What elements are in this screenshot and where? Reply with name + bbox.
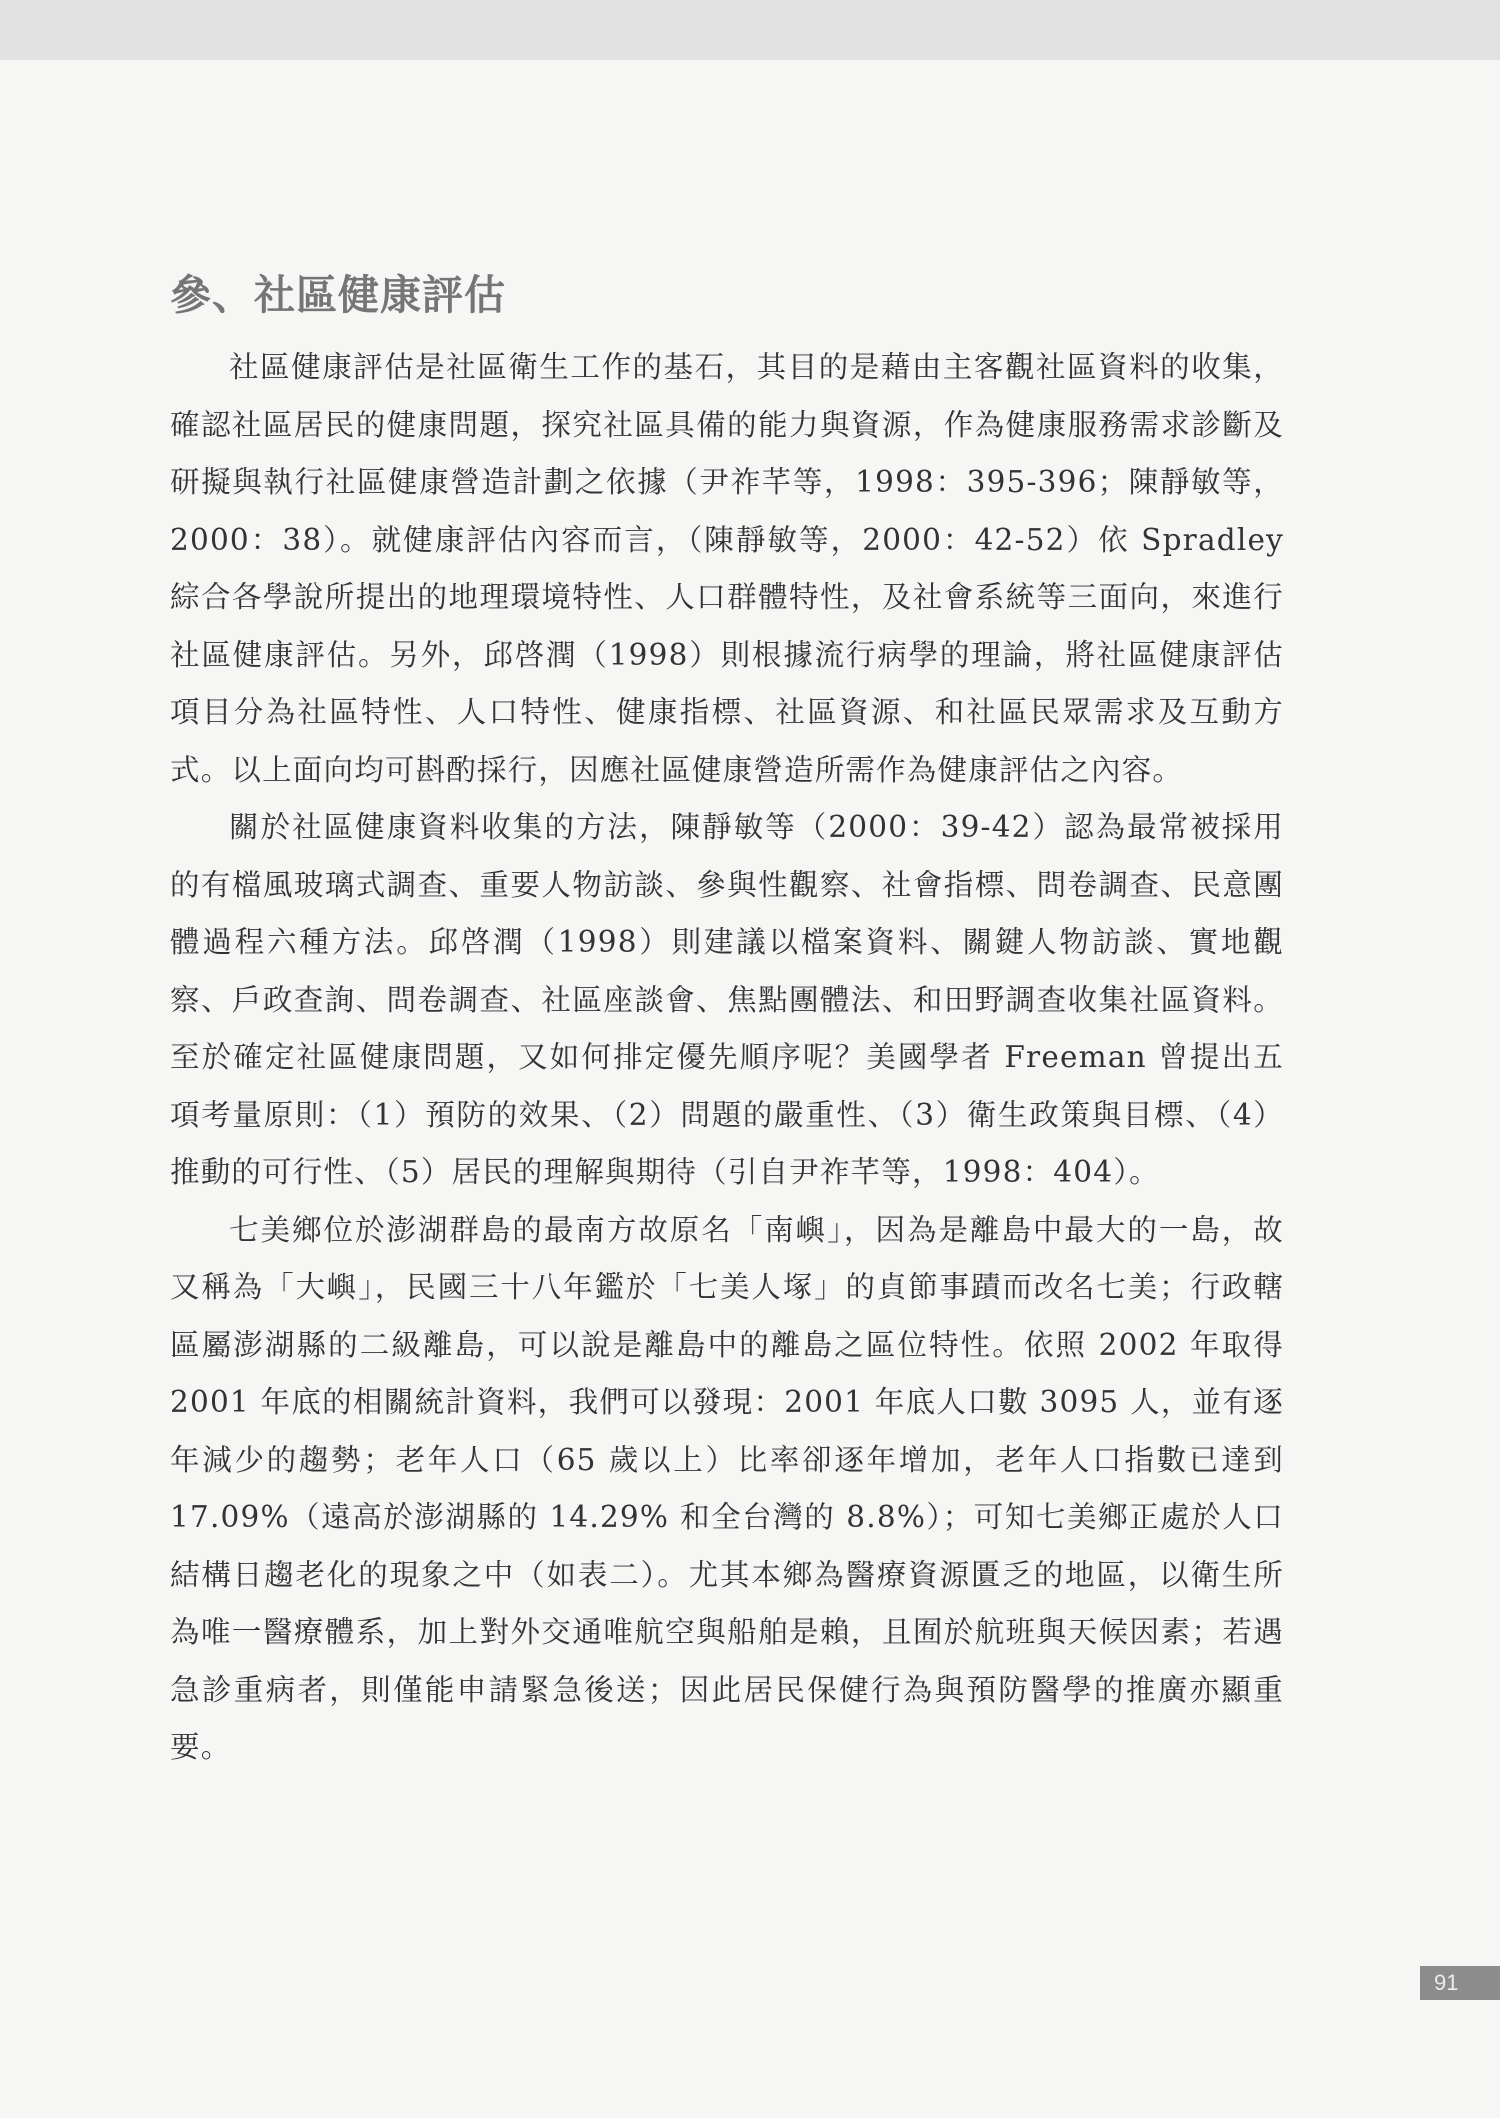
top-margin-band bbox=[0, 0, 1500, 60]
paragraph-data-collection-methods: 關於社區健康資料收集的方法，陳靜敏等（2000：39-42）認為最常被採用的有檔風玻璃式調查、重要人物訪談、參與性觀察、社會指標、問卷調查、民意團體過程六種方法。邱啓潤（1998）則建議以檔案資料、關鍵人物訪談、實地觀察、戶政查詢、問卷調查、社區座談會、焦點團體法、和田野調查收集社區資料。至於確定社區健康問題，又如何排定優先順序呢？美國學者 Freeman 曾提出五項考量原則：（1）預防的效果、（2）問題的嚴重性、（3）衛生政策與目標、（4）推動的可行性、（5）居民的理解與期待（引自尹祚芊等，1998：404）。 bbox=[170, 810, 1284, 1189]
paragraph-qimei-township: 七美鄉位於澎湖群島的最南方故原名「南嶼」，因為是離島中最大的一島，故又稱為「大嶼」，民國三十八年鑑於「七美人塚」的貞節事蹟而改名七美；行政轄區屬澎湖縣的二級離島，可以說是離島中的離島之區位特性。依照 2002 年取得 2001 年底的相關統計資料，我們可以發現：2001 年底人口數 3095 人，並有逐年減少的趨勢；老年人口（65 歲以上）比率卻逐年增加，老年人口指數已達到 17.09%（遠高於澎湖縣的 14.29% 和全台灣的 8.8%）；可知七美鄉正處於人口結構日趨老化的現象之中（如表二）。尤其本鄉為醫療資源匱乏的地區，以衛生所為唯一醫療體系，加上對外交通唯航空與船舶是賴，且囿於航班與天候因素；若遇急診重病者，則僅能申請緊急後送；因此居民保健行為與預防醫學的推廣亦顯重要。 bbox=[170, 1212, 1284, 1764]
page-number-tab bbox=[1420, 1966, 1500, 2000]
page-content bbox=[170, 265, 1284, 1777]
paragraph-community-health-assessment: 社區健康評估是社區衛生工作的基石，其目的是藉由主客觀社區資料的收集，確認社區居民的健康問題，探究社區具備的能力與資源，作為健康服務需求診斷及研擬與執行社區健康營造計劃之依據（尹祚芊等，1998：395-396；陳靜敏等，2000：38）。就健康評估內容而言，（陳靜敏等，2000：42-52）依 Spradley 綜合各學說所提出的地理環境特性、人口群體特性，及社會系統等三面向，來進行社區健康評估。另外，邱啓潤（1998）則根據流行病學的理論，將社區健康評估項目分為社區特性、人口特性、健康指標、社區資源、和社區民眾需求及互動方式。以上面向均可斟酌採行，因應社區健康營造所需作為健康評估之內容。 bbox=[170, 350, 1284, 787]
section-title: 參、社區健康評估 bbox=[170, 271, 506, 319]
page-number: 91 bbox=[1434, 1970, 1459, 1995]
